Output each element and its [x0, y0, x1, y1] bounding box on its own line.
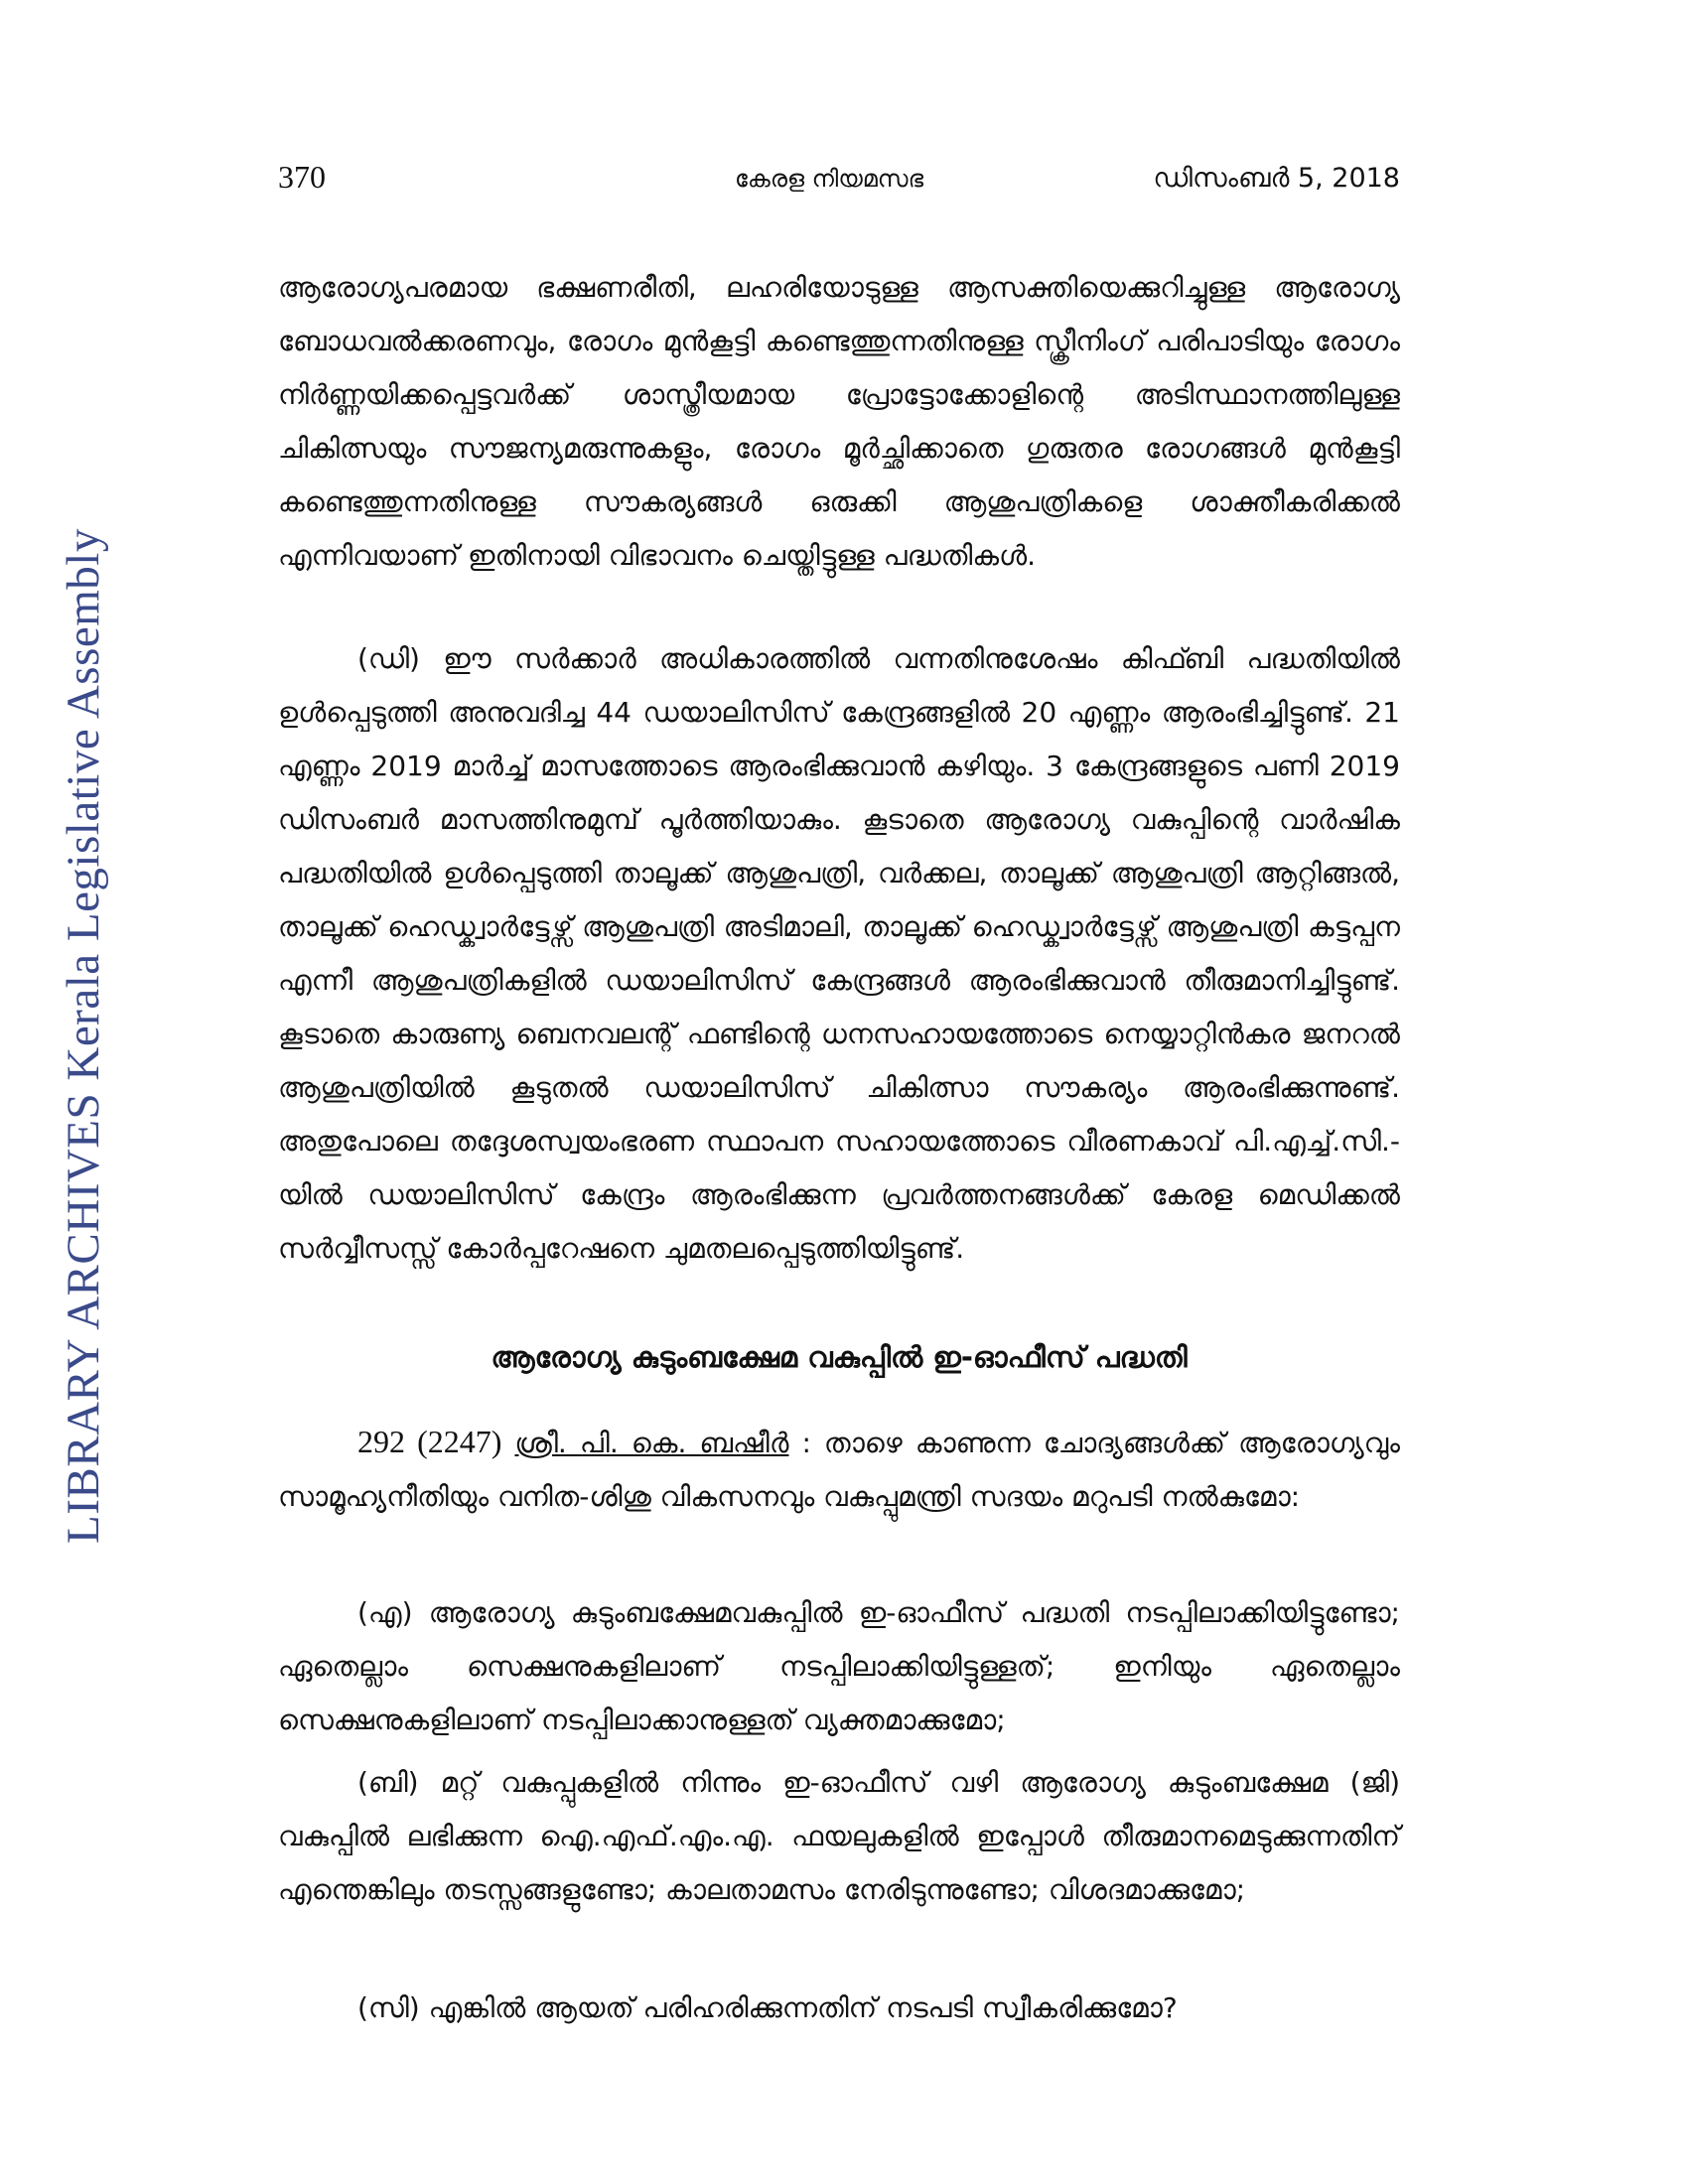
question-number: 292 (2247): [357, 1424, 502, 1459]
question-a: (എ) ആരോഗ്യ കുടുംബക്ഷേമവകുപ്പിൽ ഇ-ഓഫീസ് പദ്ധതി നടപ്പിലാക്കിയിട്ടുണ്ടോ; ഏതെല്ലാം സെക്ഷനുകളിലാണ് നടപ്പിലാക്കിയിട്ടുള്ളത്; ഇനിയും ഏതെല്ലാം സെക്ഷനുകളിലാണ് നടപ്പിലാക്കാനുള്ളത് വ്യക്തമാക്കുമോ;: [278, 1596, 1400, 1736]
running-head: കേരള നിയമസഭ: [735, 165, 924, 193]
answer-paragraph-continued: ആരോഗ്യപരമായ ഭക്ഷണരീതി, ലഹരിയോടുള്ള ആസക്തിയെക്കുറിച്ചുള്ള ആരോഗ്യ ബോധവൽക്കരണവും, രോഗം മുൻകൂട്ടി കണ്ടെത്തുന്നതിനുള്ള സ്ക്രീനിംഗ് പരിപാടിയും രോഗം നിർണ്ണയിക്കപ്പെട്ടവർക്ക് ശാസ്ത്രീയമായ പ്രോട്ടോക്കോളിന്റെ അടിസ്ഥാനത്തിലുള്ള ചികിത്സയും സൗജന്യമരുന്നുകളും, രോഗം മൂർച്ഛിക്കാതെ ഗുരുതര രോഗങ്ങൾ മുൻകൂട്ടി കണ്ടെത്തുന്നതിനുള്ള സൗകര്യങ്ങൾ ഒരുക്കി ആശുപത്രികളെ ശാക്തീകരിക്കൽ എന്നിവയാണ് ഇതിനായി വിഭാവനം ചെയ്തിട്ടുള്ള പദ്ധതികൾ.: [278, 271, 1400, 572]
archive-watermark: LIBRARY ARCHIVES Kerala Legislative Assembly: [58, 528, 109, 1544]
member-name: ശ്രീ. പി. കെ. ബഷീർ: [514, 1427, 789, 1459]
page-number: 370: [278, 159, 326, 195]
answer-paragraph-d: (ഡി) ഈ സർക്കാർ അധികാരത്തിൽ വന്നതിനുശേഷം കിഫ്ബി പദ്ധതിയിൽ ഉൾപ്പെടുത്തി അനുവദിച്ച 44 ഡയാലിസിസ് കേന്ദ്രങ്ങളിൽ 20 എണ്ണം ആരംഭിച്ചിട്ടുണ്ട്. 21 എണ്ണം 2019 മാർച്ച് മാസത്തോടെ ആരംഭിക്കുവാൻ കഴിയും. 3 കേന്ദ്രങ്ങളുടെ പണി 2019 ഡിസംബർ മാസത്തിനുമുമ്പ് പൂർത്തിയാകും. കൂടാതെ ആരോഗ്യ വകുപ്പിന്റെ വാർഷിക പദ്ധതിയിൽ ഉൾപ്പെടുത്തി താലൂക്ക് ആശുപത്രി, വർക്കല, താലൂക്ക് ആശുപത്രി ആറ്റിങ്ങൽ, താലൂക്ക് ഹെഡ്ക്വാർട്ടേഴ്സ് ആശുപത്രി അടിമാലി, താലൂക്ക് ഹെഡ്ക്വാർട്ടേഴ്സ് ആശുപത്രി കട്ടപ്പന എന്നീ ആശുപത്രികളിൽ ഡയാലിസിസ് കേന്ദ്രങ്ങൾ ആരംഭിക്കുവാൻ തീരുമാനിച്ചിട്ടുണ്ട്. കൂടാതെ കാരുണ്യ ബെനവലന്റ് ഫണ്ടിന്റെ ധനസഹായത്തോടെ നെയ്യാറ്റിൻകര ജനറൽ ആശുപത്രിയിൽ കൂടുതൽ ഡയാലിസിസ് ചികിത്സാ സൗകര്യം ആരംഭിക്കുന്നുണ്ട്. അതുപോലെ തദ്ദേശസ്വയംഭരണ സ്ഥാപന സഹായത്തോടെ വീരണകാവ് പി.എച്ച്.സി.-യിൽ ഡയാലിസിസ് കേന്ദ്രം ആരംഭിക്കുന്ന പ്രവർത്തനങ്ങൾക്ക് കേരള മെഡിക്കൽ സർവ്വീസസ്സ് കോർപ്പറേഷനെ ചുമതലപ്പെടുത്തിയിട്ടുണ്ട്.: [278, 642, 1400, 1265]
question-text: : താഴെ കാണുന്ന ചോദ്യങ്ങൾക്ക് ആരോഗ്യവും സാമൂഹ്യനീതിയും വനിത-ശിശു വികസനവും വകുപ്പുമന്ത്രി സദയം മറുപടി നൽകുമോ:: [278, 1427, 1400, 1513]
question-intro: [278, 1415, 1400, 1524]
question-b: (ബി) മറ്റ് വകുപ്പുകളിൽ നിന്നും ഇ-ഓഫീസ് വഴി ആരോഗ്യ കുടുംബക്ഷേമ (ജി) വകുപ്പിൽ ലഭിക്കുന്ന ഐ.എഫ്.എം.എ. ഫയലുകളിൽ ഇപ്പോൾ തീരുമാനമെടുക്കുന്നതിന് എന്തെങ്കിലും തടസ്സങ്ങളുണ്ടോ; കാലതാമസം നേരിടുന്നുണ്ടോ; വിശദമാക്കുമോ;: [278, 1766, 1400, 1906]
section-heading: ആരോഗ്യ കുടുംബക്ഷേമ വകുപ്പിൽ ഇ-ഓഫീസ് പദ്ധതി: [491, 1340, 1188, 1374]
page-date: ഡിസംബർ 5, 2018: [1153, 163, 1400, 194]
question-c: (സി) എങ്കിൽ ആയത് പരിഹരിക്കുന്നതിന് നടപടി സ്വീകരിക്കുമോ?: [357, 1991, 1178, 2024]
